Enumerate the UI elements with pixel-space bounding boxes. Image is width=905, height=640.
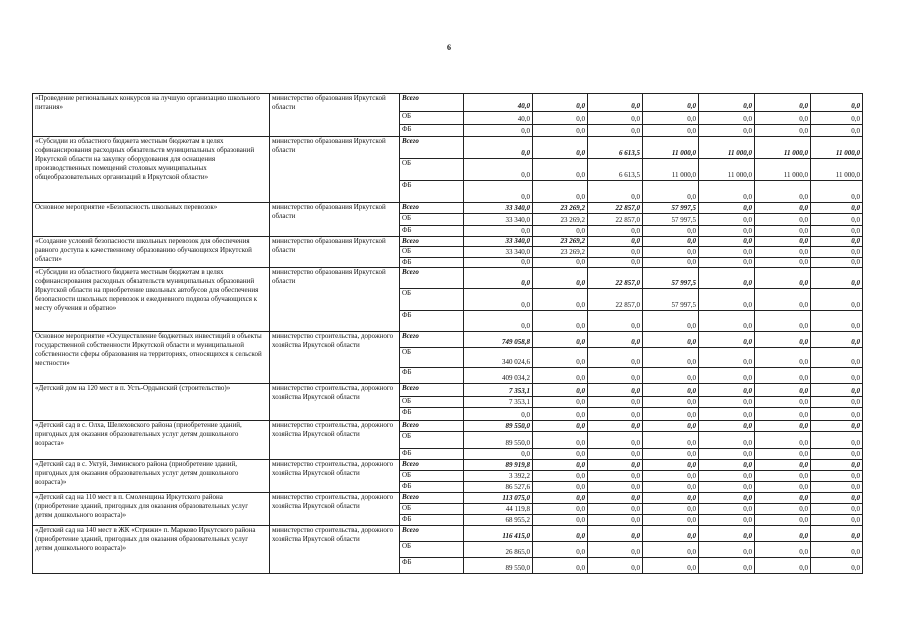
funding-source: Всего: [400, 137, 464, 159]
amount-cell: 0,0: [811, 482, 863, 493]
amount-cell: 57 997,5: [643, 289, 699, 311]
amount-cell: 33 340,0: [464, 247, 533, 258]
amount-cell: 0,0: [755, 449, 811, 460]
responsible-executor: министерство строительства, дорожного хозяйства Иркутской области: [270, 421, 400, 460]
amount-cell: 0,0: [643, 408, 699, 421]
amount-cell: 0,0: [811, 558, 863, 574]
amount-cell: 0,0: [755, 258, 811, 268]
amount-cell: 0,0: [643, 421, 699, 432]
amount-cell: 0,0: [811, 348, 863, 368]
amount-cell: 0,0: [699, 368, 755, 384]
amount-cell: 0,0: [464, 268, 533, 289]
amount-cell: 0,0: [533, 482, 588, 493]
amount-cell: 0,0: [464, 226, 533, 237]
amount-cell: 89 550,0: [464, 421, 533, 432]
amount-cell: 0,0: [811, 181, 863, 203]
funding-source: ФБ: [400, 482, 464, 493]
responsible-executor: министерство строительства, дорожного хозяйства Иркутской области: [270, 332, 400, 384]
amount-cell: 0,0: [533, 526, 588, 542]
amount-cell: 0,0: [643, 526, 699, 542]
amount-cell: 0,0: [811, 432, 863, 449]
amount-cell: 0,0: [643, 258, 699, 268]
amount-cell: 0,0: [755, 348, 811, 368]
funding-source: Всего: [400, 332, 464, 348]
amount-cell: 0,0: [699, 311, 755, 332]
amount-cell: 0,0: [811, 515, 863, 526]
amount-cell: 0,0: [533, 504, 588, 515]
funding-source: ФБ: [400, 311, 464, 332]
amount-cell: 11 000,0: [643, 159, 699, 181]
funding-source: Всего: [400, 526, 464, 542]
amount-cell: 0,0: [533, 258, 588, 268]
funding-source: ФБ: [400, 226, 464, 237]
amount-cell: 0,0: [643, 247, 699, 258]
amount-cell: 0,0: [533, 94, 588, 112]
amount-cell: 0,0: [699, 289, 755, 311]
responsible-executor: министерство строительства, дорожного хозяйства Иркутской области: [270, 526, 400, 574]
table-row: [33, 237, 863, 247]
amount-cell: 0,0: [811, 471, 863, 482]
amount-cell: 0,0: [755, 226, 811, 237]
amount-cell: 0,0: [699, 515, 755, 526]
amount-cell: 0,0: [811, 268, 863, 289]
table-row: [33, 137, 863, 159]
amount-cell: 0,0: [699, 94, 755, 112]
amount-cell: 0,0: [643, 112, 699, 125]
amount-cell: 0,0: [699, 504, 755, 515]
amount-cell: 116 415,0: [464, 526, 533, 542]
funding-source: Всего: [400, 421, 464, 432]
amount-cell: 0,0: [643, 471, 699, 482]
amount-cell: 0,0: [464, 125, 533, 137]
amount-cell: 0,0: [533, 558, 588, 574]
amount-cell: 0,0: [755, 526, 811, 542]
amount-cell: 0,0: [588, 181, 643, 203]
amount-cell: 0,0: [699, 432, 755, 449]
amount-cell: 11 000,0: [811, 137, 863, 159]
amount-cell: 0,0: [699, 449, 755, 460]
amount-cell: 0,0: [699, 226, 755, 237]
funding-source: ОБ: [400, 159, 464, 181]
amount-cell: 23 269,2: [533, 214, 588, 226]
amount-cell: 0,0: [643, 311, 699, 332]
measure-name: «Детский сад на 110 мест в п. Смоленщина Иркутского района (приобретение зданий, пригодных для оказания образовательных услуг детям дошкольного возраста)»: [33, 493, 270, 526]
amount-cell: 0,0: [811, 258, 863, 268]
amount-cell: 0,0: [588, 332, 643, 348]
amount-cell: 0,0: [811, 289, 863, 311]
amount-cell: 0,0: [699, 542, 755, 558]
funding-source: ОБ: [400, 432, 464, 449]
amount-cell: 0,0: [533, 471, 588, 482]
amount-cell: 0,0: [464, 289, 533, 311]
amount-cell: 33 340,0: [464, 237, 533, 247]
amount-cell: 0,0: [755, 558, 811, 574]
amount-cell: 0,0: [755, 94, 811, 112]
amount-cell: 0,0: [588, 449, 643, 460]
amount-cell: 0,0: [643, 181, 699, 203]
amount-cell: 0,0: [811, 504, 863, 515]
responsible-executor: министерство образования Иркутской области: [270, 268, 400, 332]
amount-cell: 0,0: [699, 237, 755, 247]
amount-cell: 40,0: [464, 112, 533, 125]
amount-cell: 0,0: [811, 421, 863, 432]
measure-name: «Детский сад в с. Уктуй, Зиминского района (приобретение зданий, пригодных для оказания образовательных услуг детям дошкольного возраста)»: [33, 460, 270, 493]
amount-cell: 0,0: [699, 125, 755, 137]
amount-cell: 0,0: [699, 214, 755, 226]
amount-cell: 0,0: [755, 112, 811, 125]
amount-cell: 0,0: [699, 258, 755, 268]
amount-cell: 0,0: [755, 397, 811, 408]
measure-name: «Детский сад в с. Олха, Шелеховского района (приобретение зданий, пригодных для оказания образовательных услуг детям дошкольного возраста»: [33, 421, 270, 460]
funding-source: ФБ: [400, 408, 464, 421]
amount-cell: 6 613,5: [588, 159, 643, 181]
amount-cell: 0,0: [811, 226, 863, 237]
amount-cell: 23 269,2: [533, 203, 588, 214]
amount-cell: 11 000,0: [811, 159, 863, 181]
amount-cell: 0,0: [699, 408, 755, 421]
amount-cell: 44 119,8: [464, 504, 533, 515]
amount-cell: 0,0: [811, 311, 863, 332]
amount-cell: 0,0: [811, 368, 863, 384]
amount-cell: 89 550,0: [464, 432, 533, 449]
amount-cell: 0,0: [811, 384, 863, 397]
amount-cell: 0,0: [811, 493, 863, 504]
amount-cell: 0,0: [533, 332, 588, 348]
amount-cell: 0,0: [755, 214, 811, 226]
amount-cell: 57 997,5: [643, 214, 699, 226]
amount-cell: 3 392,2: [464, 471, 533, 482]
amount-cell: 0,0: [464, 449, 533, 460]
amount-cell: 0,0: [464, 181, 533, 203]
amount-cell: 0,0: [588, 482, 643, 493]
page-number: 6: [447, 43, 451, 52]
amount-cell: 0,0: [588, 421, 643, 432]
amount-cell: 0,0: [755, 432, 811, 449]
funding-source: ОБ: [400, 348, 464, 368]
amount-cell: 0,0: [699, 181, 755, 203]
amount-cell: 0,0: [643, 226, 699, 237]
amount-cell: 0,0: [699, 493, 755, 504]
funding-source: Всего: [400, 493, 464, 504]
amount-cell: 0,0: [755, 125, 811, 137]
amount-cell: 11 000,0: [699, 159, 755, 181]
amount-cell: 0,0: [588, 226, 643, 237]
amount-cell: 0,0: [643, 460, 699, 471]
amount-cell: 0,0: [699, 112, 755, 125]
amount-cell: 22 857,0: [588, 203, 643, 214]
amount-cell: 0,0: [643, 332, 699, 348]
amount-cell: 0,0: [811, 203, 863, 214]
amount-cell: 57 997,5: [643, 203, 699, 214]
table-row: [33, 384, 863, 397]
funding-source: ОБ: [400, 504, 464, 515]
amount-cell: 6 613,5: [588, 137, 643, 159]
amount-cell: 0,0: [533, 432, 588, 449]
amount-cell: 11 000,0: [755, 159, 811, 181]
amount-cell: 0,0: [755, 421, 811, 432]
amount-cell: 340 024,6: [464, 348, 533, 368]
amount-cell: 0,0: [755, 268, 811, 289]
amount-cell: 0,0: [533, 460, 588, 471]
amount-cell: 0,0: [811, 449, 863, 460]
amount-cell: 0,0: [755, 203, 811, 214]
funding-source: ОБ: [400, 289, 464, 311]
amount-cell: 0,0: [699, 203, 755, 214]
amount-cell: 0,0: [755, 384, 811, 397]
amount-cell: 0,0: [699, 526, 755, 542]
amount-cell: 0,0: [755, 247, 811, 258]
measure-name: «Детский сад на 140 мест в ЖК «Стрижи» п. Марково Иркутского района (приобретение зданий, пригодных для оказания образовательных услуг детям дошкольного возраста)»: [33, 526, 270, 574]
amount-cell: 0,0: [755, 542, 811, 558]
funding-source: ОБ: [400, 214, 464, 226]
amount-cell: 0,0: [755, 181, 811, 203]
table-row: [33, 268, 863, 289]
table-row: [33, 332, 863, 348]
amount-cell: 0,0: [643, 449, 699, 460]
amount-cell: 0,0: [643, 348, 699, 368]
amount-cell: 0,0: [588, 460, 643, 471]
amount-cell: 0,0: [588, 558, 643, 574]
amount-cell: 22 857,0: [588, 268, 643, 289]
funding-source: ОБ: [400, 112, 464, 125]
amount-cell: 0,0: [588, 311, 643, 332]
table-row: [33, 460, 863, 471]
amount-cell: 0,0: [588, 125, 643, 137]
amount-cell: 68 955,2: [464, 515, 533, 526]
amount-cell: 0,0: [533, 542, 588, 558]
funding-source: ФБ: [400, 258, 464, 268]
amount-cell: 26 865,0: [464, 542, 533, 558]
funding-source: Всего: [400, 237, 464, 247]
amount-cell: 0,0: [533, 181, 588, 203]
amount-cell: 0,0: [699, 247, 755, 258]
funding-source: ОБ: [400, 542, 464, 558]
funding-source: Всего: [400, 384, 464, 397]
amount-cell: 0,0: [755, 289, 811, 311]
funding-source: Всего: [400, 460, 464, 471]
amount-cell: 0,0: [588, 542, 643, 558]
amount-cell: 0,0: [533, 397, 588, 408]
amount-cell: 0,0: [588, 397, 643, 408]
amount-cell: 33 340,0: [464, 203, 533, 214]
amount-cell: 33 340,0: [464, 214, 533, 226]
table-row: [33, 94, 863, 112]
amount-cell: 0,0: [643, 504, 699, 515]
amount-cell: 0,0: [588, 384, 643, 397]
amount-cell: 0,0: [533, 112, 588, 125]
amount-cell: 0,0: [533, 268, 588, 289]
table-row: [33, 526, 863, 542]
amount-cell: 0,0: [755, 237, 811, 247]
amount-cell: 0,0: [811, 125, 863, 137]
measure-name: «Проведение региональных конкурсов на лучшую организацию школьного питания»: [33, 94, 270, 137]
amount-cell: 0,0: [533, 159, 588, 181]
amount-cell: 0,0: [755, 408, 811, 421]
amount-cell: 0,0: [464, 408, 533, 421]
measure-name: Основное мероприятие «Безопасность школьных перевозок»: [33, 203, 270, 237]
amount-cell: 0,0: [811, 542, 863, 558]
amount-cell: 11 000,0: [643, 137, 699, 159]
amount-cell: 0,0: [643, 515, 699, 526]
funding-source: Всего: [400, 203, 464, 214]
responsible-executor: министерство образования Иркутской области: [270, 137, 400, 203]
amount-cell: 0,0: [811, 94, 863, 112]
measure-name: «Детский дом на 120 мест в п. Усть-Ордынский (строительство)»: [33, 384, 270, 421]
amount-cell: 0,0: [588, 504, 643, 515]
funding-source: ОБ: [400, 397, 464, 408]
amount-cell: 0,0: [755, 515, 811, 526]
amount-cell: 0,0: [755, 460, 811, 471]
amount-cell: 0,0: [588, 493, 643, 504]
amount-cell: 0,0: [464, 258, 533, 268]
amount-cell: 0,0: [533, 493, 588, 504]
amount-cell: 0,0: [533, 311, 588, 332]
amount-cell: 22 857,0: [588, 214, 643, 226]
amount-cell: 0,0: [588, 112, 643, 125]
amount-cell: 0,0: [533, 289, 588, 311]
amount-cell: 57 997,5: [643, 268, 699, 289]
funding-source: ФБ: [400, 181, 464, 203]
responsible-executor: министерство образования Иркутской области: [270, 203, 400, 237]
amount-cell: 0,0: [464, 137, 533, 159]
amount-cell: 0,0: [643, 237, 699, 247]
amount-cell: 7 353,1: [464, 384, 533, 397]
amount-cell: 0,0: [533, 408, 588, 421]
amount-cell: 0,0: [533, 515, 588, 526]
amount-cell: 0,0: [755, 504, 811, 515]
amount-cell: 0,0: [755, 471, 811, 482]
amount-cell: 0,0: [699, 348, 755, 368]
amount-cell: 0,0: [643, 558, 699, 574]
amount-cell: 89 550,0: [464, 558, 533, 574]
table-row: [33, 493, 863, 504]
amount-cell: 0,0: [533, 368, 588, 384]
responsible-executor: министерство образования Иркутской области: [270, 94, 400, 137]
funding-source: ОБ: [400, 247, 464, 258]
responsible-executor: министерство строительства, дорожного хозяйства Иркутской области: [270, 493, 400, 526]
amount-cell: 0,0: [755, 311, 811, 332]
amount-cell: 0,0: [643, 432, 699, 449]
amount-cell: 0,0: [811, 237, 863, 247]
amount-cell: 0,0: [588, 408, 643, 421]
amount-cell: 89 919,8: [464, 460, 533, 471]
amount-cell: 0,0: [533, 125, 588, 137]
amount-cell: 0,0: [643, 94, 699, 112]
amount-cell: 0,0: [699, 268, 755, 289]
amount-cell: 40,0: [464, 94, 533, 112]
measure-name: «Создание условий безопасности школьных перевозок для обеспечения равного доступа к качественному образованию обучающихся Иркутской области»: [33, 237, 270, 268]
amount-cell: 0,0: [811, 112, 863, 125]
amount-cell: 0,0: [588, 258, 643, 268]
responsible-executor: министерство строительства, дорожного хозяйства Иркутской области: [270, 460, 400, 493]
amount-cell: 0,0: [699, 558, 755, 574]
amount-cell: 0,0: [643, 384, 699, 397]
amount-cell: 0,0: [699, 460, 755, 471]
amount-cell: 0,0: [588, 515, 643, 526]
amount-cell: 0,0: [643, 542, 699, 558]
amount-cell: 0,0: [699, 471, 755, 482]
amount-cell: 23 269,2: [533, 247, 588, 258]
funding-source: ФБ: [400, 125, 464, 137]
amount-cell: 0,0: [533, 348, 588, 368]
amount-cell: 0,0: [755, 482, 811, 493]
amount-cell: 0,0: [588, 348, 643, 368]
amount-cell: 0,0: [588, 237, 643, 247]
amount-cell: 0,0: [755, 332, 811, 348]
funding-source: ФБ: [400, 558, 464, 574]
funding-source: ФБ: [400, 515, 464, 526]
amount-cell: 749 058,8: [464, 332, 533, 348]
responsible-executor: министерство строительства, дорожного хозяйства Иркутской области: [270, 384, 400, 421]
amount-cell: 0,0: [699, 397, 755, 408]
amount-cell: 0,0: [699, 421, 755, 432]
table-row: [33, 421, 863, 432]
amount-cell: 0,0: [533, 449, 588, 460]
amount-cell: 0,0: [811, 526, 863, 542]
amount-cell: 0,0: [699, 384, 755, 397]
amount-cell: 0,0: [811, 332, 863, 348]
amount-cell: 0,0: [588, 526, 643, 542]
amount-cell: 0,0: [643, 368, 699, 384]
table-row: [33, 203, 863, 214]
measure-name: «Субсидии из областного бюджета местным бюджетам в целях софинансирования расходных обязательств муниципальных образований Иркутской области на приобретение школьных автобусов для обеспечения безопасности школьных перевозок и ежедневного подвоза обучающихся к месту обучения и обратно»: [33, 268, 270, 332]
amount-cell: 0,0: [811, 214, 863, 226]
amount-cell: 0,0: [755, 493, 811, 504]
amount-cell: 0,0: [533, 384, 588, 397]
amount-cell: 0,0: [588, 94, 643, 112]
amount-cell: 0,0: [464, 159, 533, 181]
amount-cell: 0,0: [811, 460, 863, 471]
funding-source: ФБ: [400, 449, 464, 460]
funding-source: Всего: [400, 94, 464, 112]
funding-source: ФБ: [400, 368, 464, 384]
amount-cell: 0,0: [811, 397, 863, 408]
amount-cell: 7 353,1: [464, 397, 533, 408]
funding-source: Всего: [400, 268, 464, 289]
measure-name: «Субсидии из областного бюджета местным бюджетам в целях софинансирования расходных обязательств муниципальных образований Иркутской области на закупку оборудования для оснащения производственных помещений столовых муниципальных общеобразовательных организаций в Иркутской области»: [33, 137, 270, 203]
amount-cell: 0,0: [699, 332, 755, 348]
amount-cell: 0,0: [643, 397, 699, 408]
amount-cell: 0,0: [811, 247, 863, 258]
amount-cell: 0,0: [533, 421, 588, 432]
amount-cell: 0,0: [643, 125, 699, 137]
budget-table: [32, 93, 863, 574]
amount-cell: 0,0: [588, 471, 643, 482]
amount-cell: 0,0: [643, 482, 699, 493]
amount-cell: 86 527,6: [464, 482, 533, 493]
amount-cell: 0,0: [755, 368, 811, 384]
amount-cell: 0,0: [533, 226, 588, 237]
amount-cell: 0,0: [699, 482, 755, 493]
responsible-executor: министерство образования Иркутской области: [270, 237, 400, 268]
amount-cell: 0,0: [588, 368, 643, 384]
amount-cell: 0,0: [533, 137, 588, 159]
amount-cell: 0,0: [588, 247, 643, 258]
amount-cell: 11 000,0: [755, 137, 811, 159]
amount-cell: 0,0: [643, 493, 699, 504]
funding-source: ОБ: [400, 471, 464, 482]
amount-cell: 11 000,0: [699, 137, 755, 159]
amount-cell: 113 075,0: [464, 493, 533, 504]
amount-cell: 0,0: [811, 408, 863, 421]
amount-cell: 22 857,0: [588, 289, 643, 311]
measure-name: Основное мероприятие «Осуществление бюджетных инвестиций в объекты государственной собственности Иркутской области и муниципальной собственности сферы образования на территориях, относящихся к сельской местности»: [33, 332, 270, 384]
amount-cell: 409 034,2: [464, 368, 533, 384]
amount-cell: 0,0: [588, 432, 643, 449]
amount-cell: 23 269,2: [533, 237, 588, 247]
amount-cell: 0,0: [464, 311, 533, 332]
